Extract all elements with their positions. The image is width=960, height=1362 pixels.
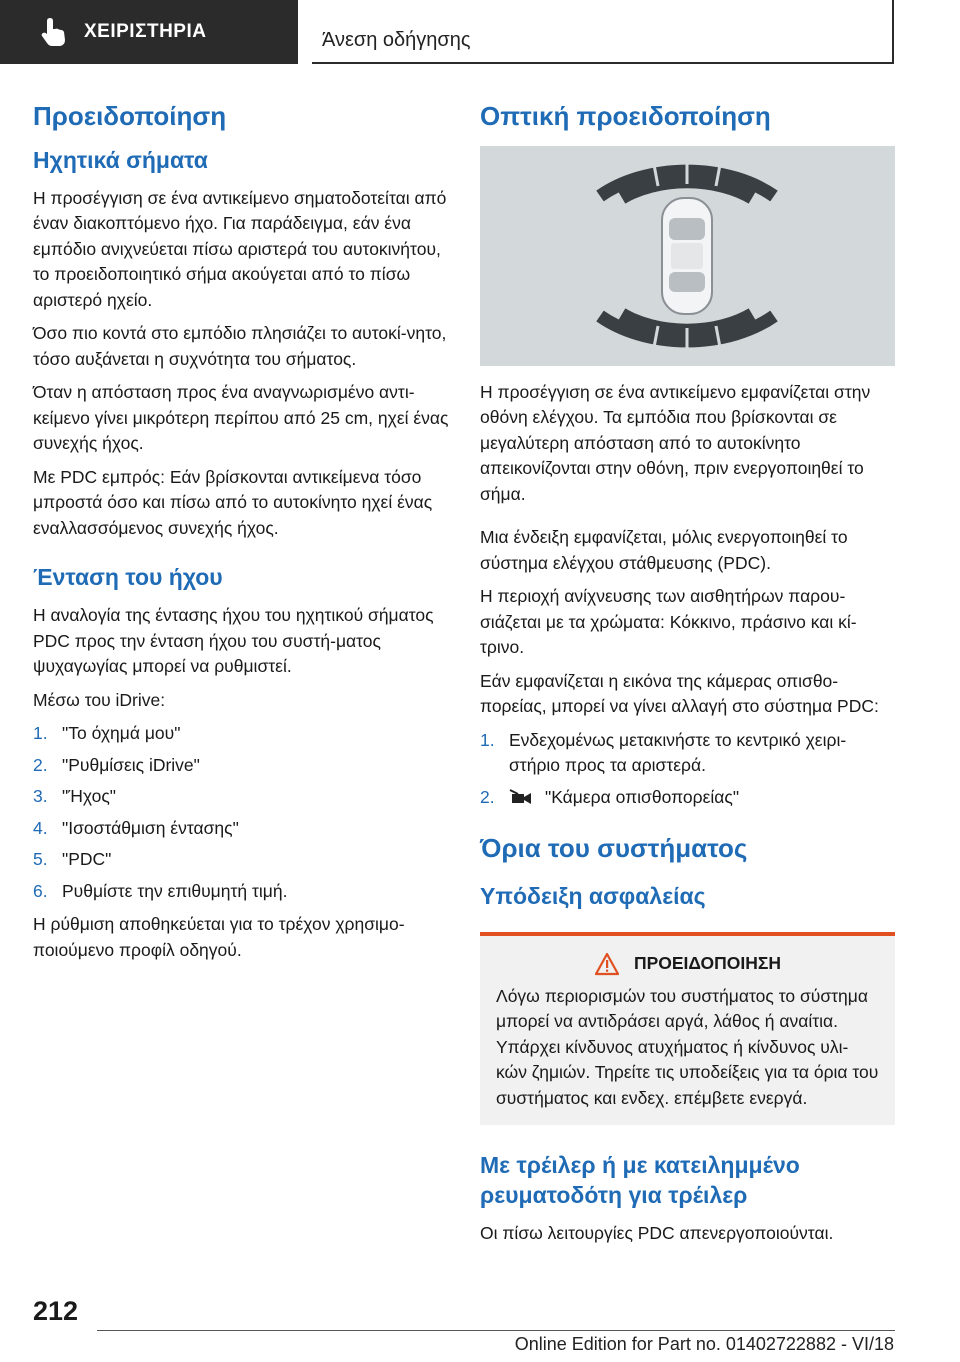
paragraph: Η προσέγγιση σε ένα αντικείμενο εμφανίζεται στην οθόνη ελέγχου. Τα εμπόδια που βρίσκονται σε μεγαλύτερη απόσταση από το αυτοκίνητο απεικονίζονται στην οθόνη, πριν ενεργοποιηθεί το σήμα. bbox=[480, 381, 871, 504]
step-text: "Το όχημά μου" bbox=[62, 723, 181, 744]
step-text: Ενδεχομένως μετακινήστε το κεντρικό χειρι-στήριο προς τα αριστερά. bbox=[509, 729, 847, 776]
paragraph: Εάν εμφανίζεται η εικόνα της κάμερας οπισθο-πορείας, μπορεί να γίνει αλλαγή στο σύστημα PDC: bbox=[480, 670, 879, 717]
step-number: 6. bbox=[33, 880, 48, 901]
heading-safety-note: Υπόδειξη ασφαλείας bbox=[480, 883, 706, 910]
page-number: 212 bbox=[33, 1296, 79, 1326]
paragraph: Οι πίσω λειτουργίες PDC απενεργοποιούνται. bbox=[480, 1223, 834, 1244]
step-text: "Κάμερα οπισθοπορείας" bbox=[545, 786, 740, 807]
list-item bbox=[33, 753, 453, 779]
list-item bbox=[480, 728, 895, 779]
step-text: "Ήχος" bbox=[62, 786, 116, 807]
edition-note: Online Edition for Part no. 01402722882 - VI/18 bbox=[514, 1334, 894, 1354]
step-number: 2. bbox=[480, 786, 495, 807]
list-item bbox=[33, 784, 453, 810]
warning-box bbox=[480, 932, 895, 1126]
heading-volume: Ένταση του ήχου bbox=[33, 564, 223, 591]
list-item bbox=[480, 785, 895, 811]
paragraph: Όσο πιο κοντά στο εμπόδιο πλησιάζει το αυτοκί-νητο, τόσο αυξάνεται η συχνότητα του σήματος. bbox=[33, 323, 447, 369]
chapter-title: Άνεση οδήγησης bbox=[322, 29, 471, 51]
step-number: 5. bbox=[33, 849, 48, 870]
warning-title-text: ΠΡΟΕΙΔΟΠΟΙΗΣΗ bbox=[633, 953, 782, 974]
car-sensor-icon bbox=[480, 146, 895, 366]
list-item bbox=[33, 879, 453, 905]
heading-visual-warning: Οπτική προειδοποίηση bbox=[480, 101, 771, 131]
step-number: 3. bbox=[33, 786, 48, 807]
paragraph: Με PDC εμπρός: Εάν βρίσκονται αντικείμενα τόσο μπροστά όσο και πίσω από το αυτοκίνητο ηχεί ένας εναλλασσόμενος συνεχής ήχος. bbox=[33, 466, 433, 538]
list-item bbox=[33, 721, 453, 747]
step-text: Ρυθμίστε την επιθυμητή τιμή. bbox=[62, 880, 288, 901]
chapter-tab-label: ΧΕΙΡΙΣΤΗΡΙΑ bbox=[84, 21, 207, 42]
step-text: "PDC" bbox=[62, 849, 112, 870]
step-number: 1. bbox=[33, 723, 48, 744]
paragraph: Η ρύθμιση αποθηκεύεται για το τρέχον χρησιμο-ποιούμενο προφίλ οδηγού. bbox=[33, 914, 405, 960]
warning-triangle-icon bbox=[594, 952, 620, 976]
heading-warning: Προειδοποίηση bbox=[33, 101, 227, 131]
pdc-display-figure bbox=[480, 146, 895, 366]
chapter-tab bbox=[0, 0, 298, 64]
warning-title bbox=[496, 952, 879, 976]
step-number: 4. bbox=[33, 817, 48, 838]
heading-sound-signals: Ηχητικά σήματα bbox=[33, 146, 208, 173]
warning-text: Λόγω περιορισμών του συστήματος το σύστημα μπορεί να αντιδράσει αργά, λάθος ή αναίτια. Υπάρχει κίνδυνος ατυχήματος ή κίνδυνος υλι-κών ζημιών. Τηρείτε τις υποδείξεις για τα όρια του συστήματος και ενδεχ. επέμβετε ενεργά. bbox=[496, 985, 879, 1108]
paragraph: Η περιοχή ανίχνευσης των αισθητήρων παρου-σιάζεται με τα χρώματα: Κόκκινο, πράσινο και κί-τρινο. bbox=[480, 586, 857, 658]
step-number: 1. bbox=[480, 729, 495, 750]
paragraph: Μια ένδειξη εμφανίζεται, μόλις ενεργοποιηθεί το σύστημα ελέγχου στάθμευσης (PDC). bbox=[480, 527, 848, 573]
step-text: "Ισοστάθμιση έντασης" bbox=[62, 817, 239, 838]
list-item bbox=[33, 816, 453, 842]
step-text: "Ρυθμίσεις iDrive" bbox=[62, 754, 200, 775]
heading-trailer: Με τρέιλερ ή με κατειλημμένο ρευματοδότη για τρέιλερ bbox=[480, 1152, 800, 1209]
chapter-header bbox=[312, 0, 894, 64]
paragraph: Η αναλογία της έντασης ήχου του ηχητικού σήματος PDC προς την ένταση ήχου του συστή-ματος ψυχαγωγίας μπορεί να ρυθμιστεί. bbox=[33, 605, 434, 677]
rear-camera-icon bbox=[509, 788, 535, 808]
paragraph: Μέσω του iDrive: bbox=[33, 689, 166, 710]
paragraph: Όταν η απόσταση προς ένα αναγνωρισμένο αντι-κείμενο γίνει μικρότερη περίπου από 25 cm, ηχεί ένας συνεχής ήχος. bbox=[33, 382, 449, 454]
paragraph: Η προσέγγιση σε ένα αντικείμενο σηματοδοτείται από έναν διακοπτόμενο ήχο. Για παράδειγμα, εάν ένα εμπόδιο ανιχνεύεται πίσω αριστερά του αυτοκινήτου, το προειδοποιητικό σήμα ακούγεται από το πίσω αριστερό ηχείο. bbox=[33, 187, 447, 310]
steps-list bbox=[480, 728, 895, 811]
list-item bbox=[33, 847, 453, 873]
right-column bbox=[480, 100, 895, 1255]
step-number: 2. bbox=[33, 754, 48, 775]
steps-list bbox=[33, 721, 453, 904]
heading-system-limits: Όρια του συστήματος bbox=[480, 833, 748, 864]
footer-divider bbox=[97, 1330, 895, 1331]
left-column bbox=[33, 100, 453, 971]
hand-pointer-icon bbox=[34, 12, 74, 52]
